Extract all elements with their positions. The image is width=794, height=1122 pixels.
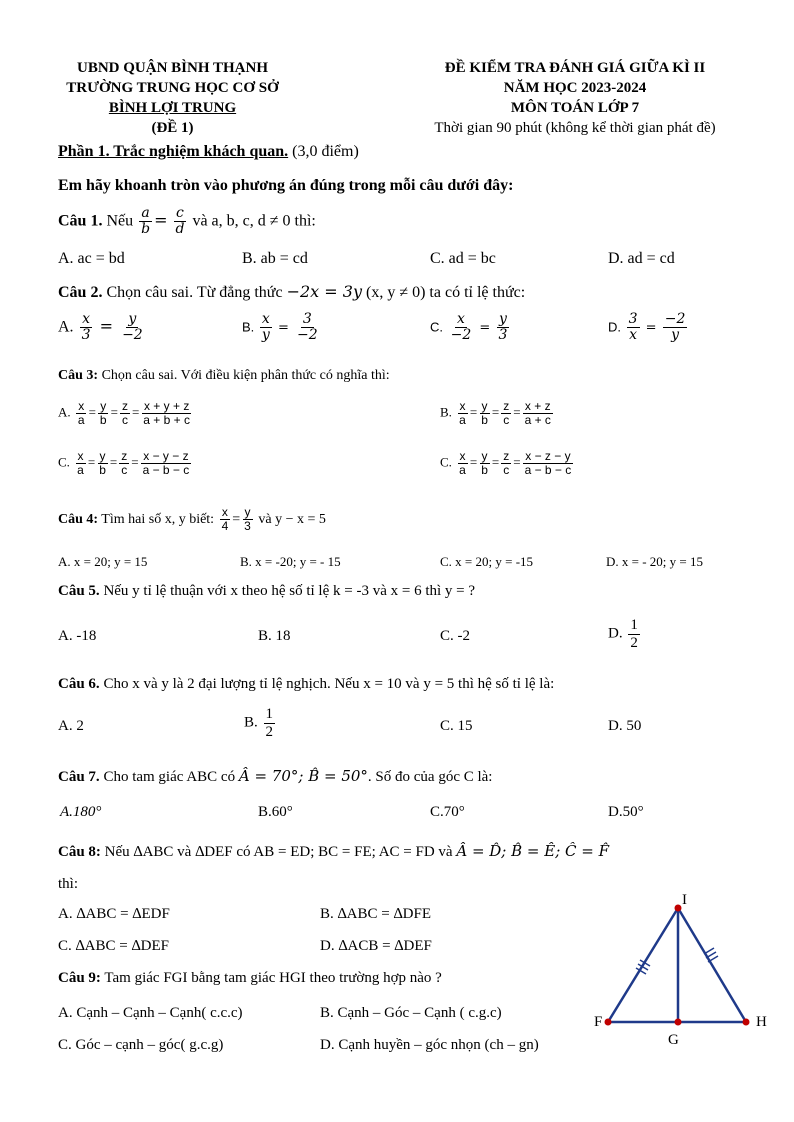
q7-option-d[interactable]: D.50° (608, 804, 644, 820)
question-7: Câu 7. Cho tam giác ABC có Â = 70°; B̂ = 50°. Số đo của góc C là: (58, 767, 493, 785)
q7-option-c[interactable]: C.70° (430, 804, 465, 820)
question-8: Câu 8: Nếu ∆ABC và ∆DEF có AB = ED; BC = FE; AC = FD và Â = D̂; B̂ = Ê; Ĉ = F̂ (58, 842, 610, 860)
school-district: UBND QUẬN BÌNH THẠNH (77, 60, 268, 76)
question-1: Câu 1. Nếu $\frac{a}{b}$ = $\frac{c}{d}$ và a, b, c, d ≠ 0 thì: (58, 205, 316, 238)
q4-option-b[interactable]: B. x = -20; y = - 15 (240, 554, 341, 569)
q5-option-a[interactable]: A. -18 (58, 628, 97, 644)
exam-code: (ĐỀ 1) (151, 120, 194, 136)
q4-option-d[interactable]: D. x = - 20; y = 15 (606, 554, 703, 569)
q3-option-a[interactable]: A. $\frac{x}{a}$ = $\frac{y}{b}$ = $\frac{z}{c}$ = $\frac{x + y + z}{a + b + c}$ (58, 399, 190, 428)
label-f: F (594, 1014, 603, 1030)
q7-option-b[interactable]: B.60° (258, 804, 293, 820)
q6-option-a[interactable]: A. 2 (58, 718, 84, 734)
question-3: Câu 3: Chọn câu sai. Với điều kiện phân thức có nghĩa thì: (58, 368, 390, 383)
q8-option-b[interactable]: B. ∆ABC = ∆DFE (320, 906, 431, 922)
subject: MÔN TOÁN LỚP 7 (510, 100, 640, 116)
q5-option-c[interactable]: C. -2 (440, 628, 470, 644)
point-i (675, 905, 682, 912)
q6-option-b[interactable]: B. $\frac{1}{2}$ (244, 706, 274, 740)
exam-title: ĐỀ KIỂM TRA ĐÁNH GIÁ GIỮA KÌ II (444, 60, 706, 76)
q9-option-a[interactable]: A. Cạnh – Cạnh – Cạnh( c.c.c) (58, 1005, 243, 1021)
q8-option-a[interactable]: A. ∆ABC = ∆EDF (58, 906, 170, 922)
part1-heading: Phần 1. Trắc nghiệm khách quan. (3,0 điểm) (58, 143, 359, 160)
label-i: I (682, 892, 687, 908)
q6-option-d[interactable]: D. 50 (608, 718, 642, 734)
q4-option-a[interactable]: A. x = 20; y = 15 (58, 554, 148, 569)
q1-option-c[interactable]: C. ad = bc (430, 250, 496, 267)
q1-fraction-a-b: $\frac{a}{b}$ (141, 205, 151, 238)
question-9: Câu 9: Tam giác FGI bằng tam giác HGI theo trường hợp nào ? (58, 970, 442, 986)
q2-option-b[interactable]: B. $\frac{x}{y}$ = $\frac{3}{-2}$ (242, 311, 318, 344)
label-h: H (756, 1014, 767, 1030)
q5-option-b[interactable]: B. 18 (258, 628, 291, 644)
q8-option-d[interactable]: D. ∆ACB = ∆DEF (320, 938, 432, 954)
q5-option-d[interactable]: D. $\frac{1}{2}$ (608, 617, 638, 651)
question-2: Câu 2. Chọn câu sai. Từ đẳng thức −2x = 3y (x, y ≠ 0) ta có tỉ lệ thức: (58, 282, 526, 301)
q3-option-c[interactable]: C. $\frac{x}{a}$ = $\frac{y}{b}$ = $\frac{z}{c}$ = $\frac{x - y - z}{a - b - c}$ (58, 449, 190, 478)
duration: Thời gian 90 phút (không kể thời gian phát đề) (434, 120, 716, 136)
q9-option-c[interactable]: C. Góc – cạnh – góc( g.c.g) (58, 1037, 224, 1053)
triangle-figure (590, 890, 780, 1050)
point-f (605, 1019, 612, 1026)
question-4: Câu 4: Tìm hai số x, y biết: $\frac{x}{4}$ = $\frac{y}{3}$ và y − x = 5 (58, 505, 326, 534)
label-g: G (668, 1032, 679, 1048)
q8-option-c[interactable]: C. ∆ABC = ∆DEF (58, 938, 169, 954)
q1-option-b[interactable]: B. ab = cd (242, 250, 308, 267)
point-h (743, 1019, 750, 1026)
point-g (675, 1019, 682, 1026)
q4-option-c[interactable]: C. x = 20; y = -15 (440, 554, 534, 569)
q6-option-c[interactable]: C. 15 (440, 718, 473, 734)
q9-option-b[interactable]: B. Cạnh – Góc – Cạnh ( c.g.c) (320, 1005, 502, 1021)
q2-option-c[interactable]: C. $\frac{x}{-2}$ = $\frac{y}{3}$ (430, 311, 508, 344)
question-6: Câu 6. Cho x và y là 2 đại lượng tỉ lệ nghịch. Nếu x = 10 và y = 5 thì hệ số tỉ lệ là: (58, 676, 555, 692)
school-year: NĂM HỌC 2023-2024 (503, 80, 647, 96)
q1-fraction-c-d: $\frac{c}{d}$ (175, 205, 185, 238)
q2-option-d[interactable]: D. $\frac{3}{x}$ = $\frac{-2}{y}$ (608, 311, 686, 344)
q1-option-d[interactable]: D. ad = cd (608, 250, 675, 267)
q1-option-a[interactable]: A. ac = bd (58, 250, 125, 267)
q8-continuation: thì: (58, 876, 79, 892)
q2-option-a[interactable]: A. $\frac{x}{3}$ = $\frac{y}{-2}$ (58, 311, 143, 344)
school-name-line2: BÌNH LỢI TRUNG (108, 100, 237, 116)
q9-option-d[interactable]: D. Cạnh huyền – góc nhọn (ch – gn) (320, 1037, 539, 1053)
instruction: Em hãy khoanh tròn vào phương án đúng trong mỗi câu dưới đây: (58, 177, 514, 194)
q3-option-d[interactable]: C. $\frac{x}{a}$ = $\frac{y}{b}$ = $\frac{z}{c}$ = $\frac{x - z - y}{a - b - c}$ (440, 449, 572, 478)
q7-option-a[interactable]: A.180° (60, 804, 102, 820)
q3-option-b[interactable]: B. $\frac{x}{a}$ = $\frac{y}{b}$ = $\frac{z}{c}$ = $\frac{x + z}{a + c}$ (440, 399, 551, 428)
question-5: Câu 5. Nếu y tỉ lệ thuận với x theo hệ số tỉ lệ k = -3 và x = 6 thì y = ? (58, 583, 476, 599)
school-name-line1: TRƯỜNG TRUNG HỌC CƠ SỞ (66, 80, 279, 96)
